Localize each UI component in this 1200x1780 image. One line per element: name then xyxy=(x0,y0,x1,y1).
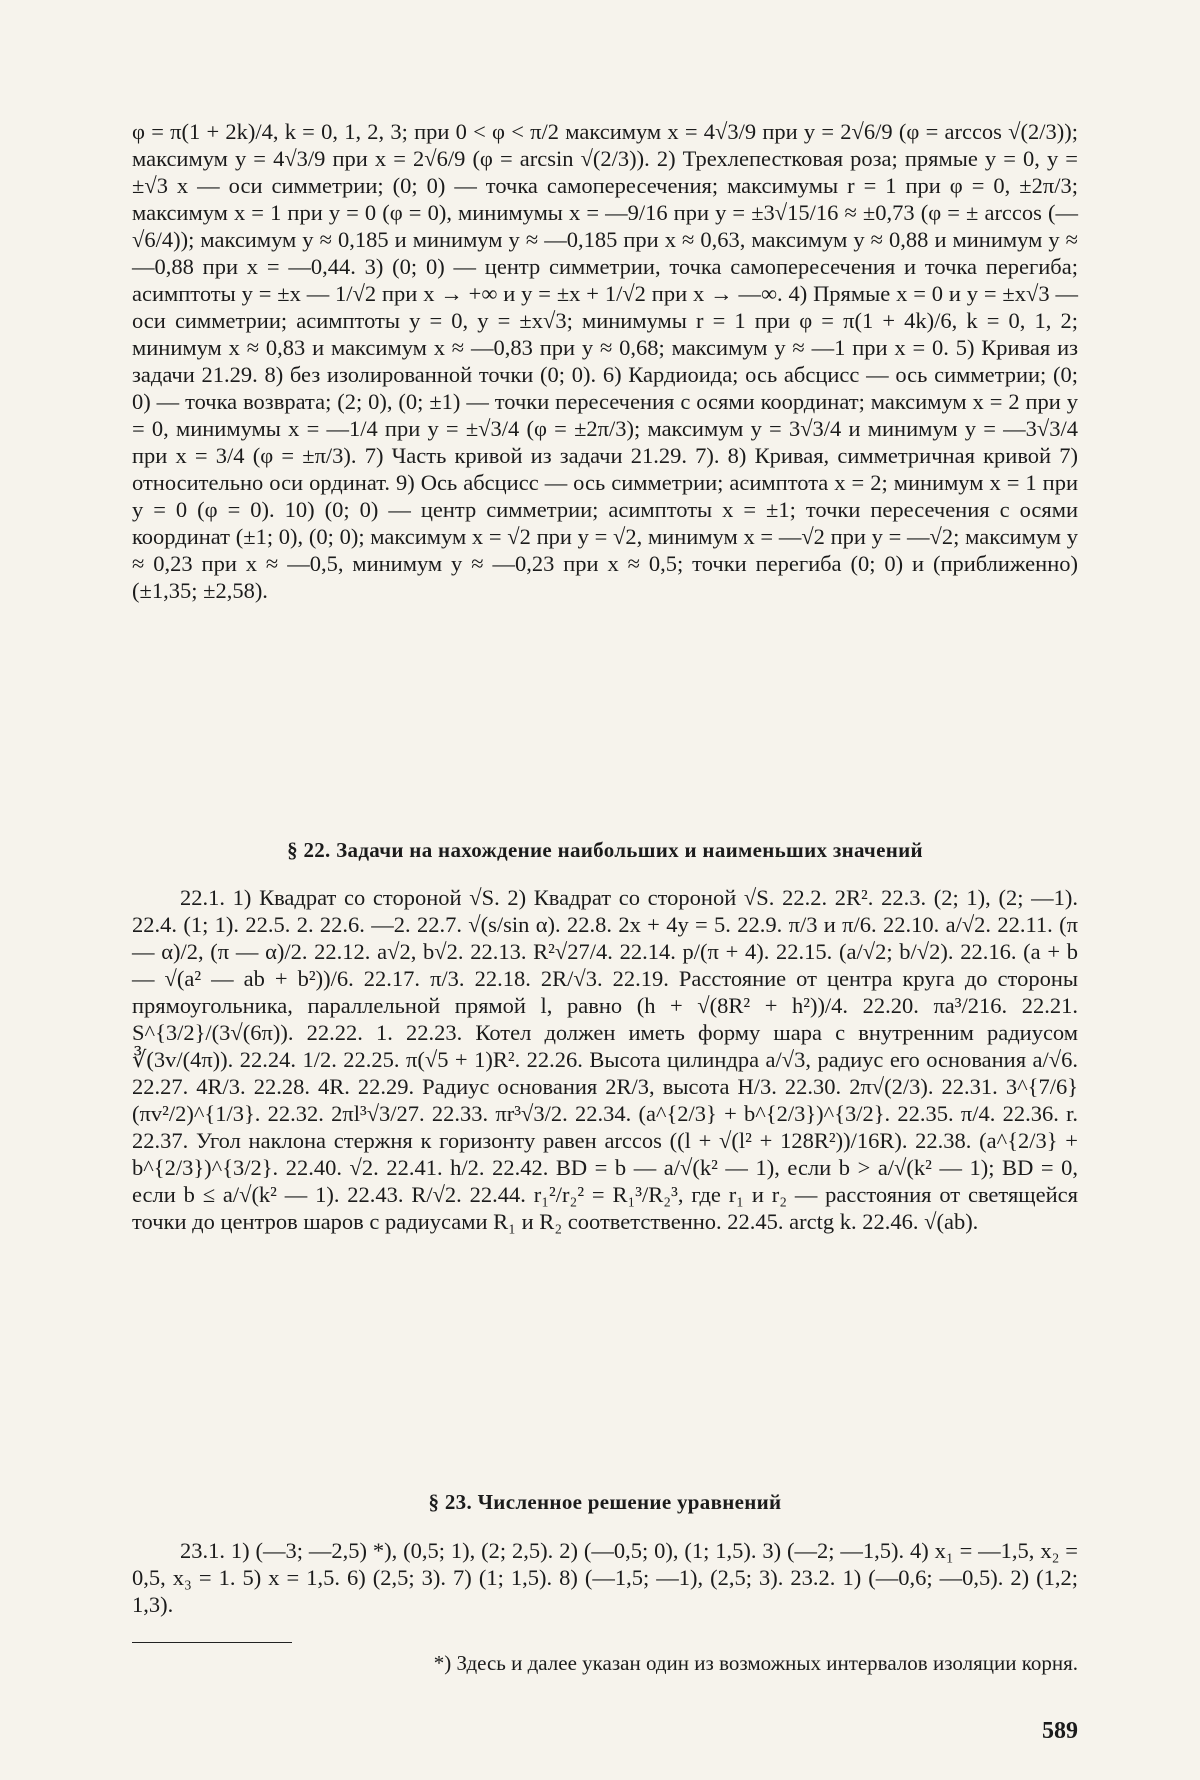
answers-section-23 xyxy=(132,1537,1078,1618)
answers-paragraph: 23.1. 1) (—3; —2,5) *), (0,5; 1), (2; 2,5). 2) (—0,5; 0), (1; 1,5). 3) (—2; —1,5). 4) x₁ = —1,5, x₂ = 0,5, x₃ = 1. 5) x = 1,5. 6) (2,5; 3). 7) (1; 1,5). 8) (—1,5; —1), (2,5; 3). 23.2. 1) (—0,6; —0,5). 2) (1,2; 1,3). xyxy=(132,1538,1078,1617)
answers-section-22 xyxy=(132,884,1078,1235)
footnote-divider xyxy=(132,1642,292,1643)
section-22-heading: § 22. Задачи на нахождение наибольших и наименьших значений xyxy=(287,838,923,862)
answers-paragraph: 22.1. 1) Квадрат со стороной √S. 2) Квадрат со стороной √S. 22.2. 2R². 22.3. (2; 1), (2; —1). 22.4. (1; 1). 22.5. 2. 22.6. —2. 22.7. √(s/sin α). 22.8. 2x + 4y = 5. 22.9. π/3 и π/6. 22.10. a/√2. 22.11. (π — α)/2, (π — α)/2. 22.12. a√2, b√2. 22.13. R²√27/4. 22.14. p/(π + 4). 22.15. (a/√2; b/√2). 22.16. (a + b — √(a² — ab + b²))/6. 22.17. π/3. 22.18. 2R/√3. 22.19. Расстояние от центра круга до стороны прямоугольника, параллельной прямой l, равно (h + √(8R² + h²))/4. 22.20. πa³/216. 22.21. S^{3/2}/(3√(6π)). 22.22. 1. 22.23. Котел должен иметь форму шара с внутренним радиусом ∛(3v/(4π)). 22.24. 1/2. 22.25. π(√5 + 1)R². 22.26. Высота цилиндра a/√3, радиус его основания a/√6. 22.27. 4R/3. 22.28. 4R. 22.29. Радиус основания 2R/3, высота H/3. 22.30. 2π√(2/3). 22.31. 3^{7/6}(πv²/2)^{1/3}. 22.32. 2πl³√3/27. 22.33. πr³√3/2. 22.34. (a^{2/3} + b^{2/3})^{3/2}. 22.35. π/4. 22.36. r. 22.37. Угол наклона стержня к горизонту равен arccos ((l + √(l² + 128R²))/16R). 22.38. (a^{2/3} + b^{2/3})^{3/2}. 22.40. √2. 22.41. h/2. 22.42. BD = b — a/√(k² — 1), если b > a/√(k² — 1); BD = 0, если b ≤ a/√(k² — 1). 22.43. R/√2. 22.44. r₁²/r₂² = R₁³/R₂³, где r₁ и r₂ — расстояния от светящейся точки до центров шаров с радиусами R₁ и R₂ соответственно. 22.45. arctg k. 22.46. √(ab). xyxy=(132,885,1078,1234)
answers-paragraph: φ = π(1 + 2k)/4, k = 0, 1, 2, 3; при 0 < φ < π/2 максимум x = 4√3/9 при y = 2√6/9 (φ = arccos √(2/3)); максимум y = 4√3/9 при x = 2√6/9 (φ = arcsin √(2/3)). 2) Трехлепестковая роза; прямые y = 0, y = ±√3 x — оси симметрии; (0; 0) — точка самопересечения; максимумы r = 1 при φ = 0, ±2π/3; максимум x = 1 при y = 0 (φ = 0), минимумы x = —9/16 при y = ±3√15/16 ≈ ±0,73 (φ = ± arccos (—√6/4)); максимум y ≈ 0,185 и минимум y ≈ —0,185 при x ≈ 0,63, максимум y ≈ 0,88 и минимум y ≈ —0,88 при x = —0,44. 3) (0; 0) — центр симметрии, точка самопересечения и точка перегиба; асимптоты y = ±x — 1/√2 при x → +∞ и y = ±x + 1/√2 при x → —∞. 4) Прямые x = 0 и y = ±x√3 — оси симметрии; асимптоты y = 0, y = ±x√3; минимумы r = 1 при φ = π(1 + 4k)/6, k = 0, 1, 2; минимум x ≈ 0,83 и максимум x ≈ —0,83 при y ≈ 0,68; максимум y ≈ —1 при x = 0. 5) Кривая из задачи 21.29. 8) без изолированной точки (0; 0). 6) Кардиоида; ось абсцисс — ось симметрии; (0; 0) — точка возврата; (2; 0), (0; ±1) — точки пересечения с осями координат; максимум x = 2 при y = 0, минимумы x = —1/4 при y = ±√3/4 (φ = ±2π/3); максимум y = 3√3/4 и минимум y = —3√3/4 при x = 3/4 (φ = ±π/3). 7) Часть кривой из задачи 21.29. 7). 8) Кривая, симметричная кривой 7) относительно оси ординат. 9) Ось абсцисс — ось симметрии; асимптота x = 2; минимум x = 1 при y = 0 (φ = 0). 10) (0; 0) — центр симметрии; асимптоты x = ±1; точки пересечения с осями координат (±1; 0), (0; 0); максимум x = √2 при y = √2, минимум x = —√2 при y = —√2; максимум y ≈ 0,23 при x ≈ —0,5, минимум y ≈ —0,23 при x ≈ 0,5; точки перегиба (0; 0) и (приближенно) (±1,35; ±2,58). xyxy=(132,119,1078,603)
section-23-heading: § 23. Численное решение уравнений xyxy=(428,1490,782,1514)
page-number: 589 xyxy=(1042,1718,1078,1744)
answers-section-21-continued xyxy=(132,118,1078,604)
footnote: *) Здесь и далее указан один из возможных интервалов изоляции корня. xyxy=(433,1651,1078,1675)
